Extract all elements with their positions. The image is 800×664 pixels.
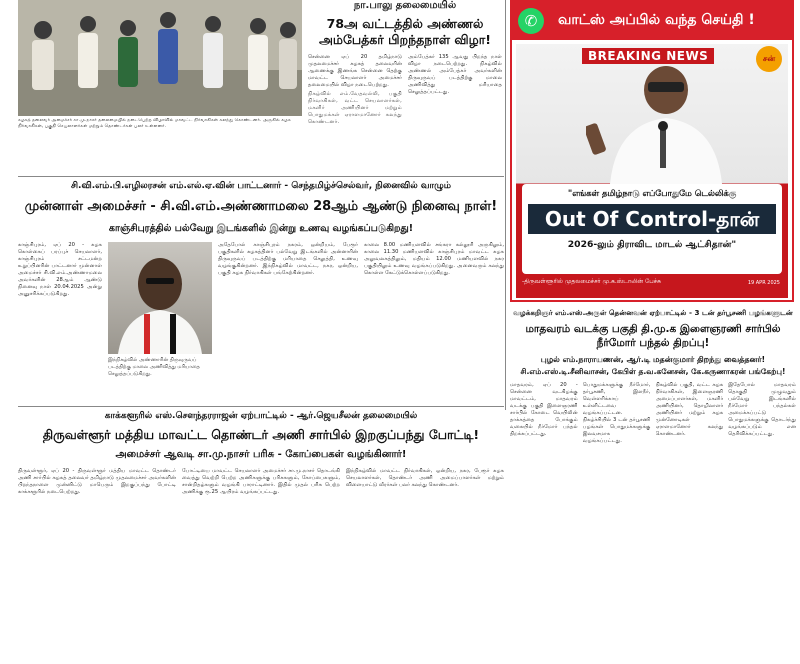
story-cv-col3 <box>218 242 358 402</box>
quote-line3: 2026-லும் திராவிட மாடல் ஆட்சிதான்" <box>567 239 737 250</box>
speaker-figure <box>586 64 746 184</box>
story-madhavaram-deck2: சி.எம்.எஸ்.டி.சீனிவாசன், கேபிள் த.வ.கனேசன், கே.கருணாகரன் பங்கேற்பு! <box>520 367 786 376</box>
quote-attribution: -திருவள்ளூரில் முதலமைச்சர் மு.க.ஸ்டாலின் பேச்சு <box>522 278 661 285</box>
story-madhavaram-sub: வழக்கறிஞர் எம்.எஸ்.அருள் தென்னவன் ஏற்பாட்டில் - 3 டன் தர்பூசணி பழங்களுடன் <box>513 308 793 317</box>
story-ambedkar-para: நிகழ்வில் எம்.வேதவல்லி, பகுதி நிர்வாகிகள், வட்ட செயலாளர்கள், மகளிர் அணியினர் மற்றும் பொதுமக்கள் ஏராளமானோர் கலந்து கொண்டனர். <box>308 91 402 125</box>
story-madhavaram-col4 <box>728 382 796 664</box>
quote-date: 19 APR 2025 <box>747 280 780 286</box>
story-cv-col4 <box>364 242 504 402</box>
story-madhavaram-col1 <box>510 382 578 664</box>
story-madhavaram-para: மாதவரம், ஏப் 20 - சென்னை வடகிழக்கு மாவட்டம், மாதவரம் வடக்கு பகுதி இளைஞரணி சார்பில் கோடை வெயிலின் தாக்கத்தை போக்கும் வகையில் நீர்மோர் பந்தல் திறக்கப்பட்டது. <box>510 382 578 437</box>
portrait-illustration <box>108 242 212 354</box>
story-madhavaram-col3 <box>656 382 724 664</box>
story-cv-sub: சி.வி.எம்.பி.எழிலரசன் எம்.எல்.ஏ.வின் பாட்டனார் - செந்தமிழ்ச்செல்வர், நினைவில் வாழும் <box>70 181 451 191</box>
story-madhavaram-deck1: புழல் எம்.நாராயணன், ஆர்.டி மதன்குமார் திறந்து வைத்தனர்! <box>540 355 766 364</box>
story-tiruvallur-para: இந்நிகழ்வில் மாவட்ட நிர்வாகிகள், ஒன்றிய, நகர, பேரூர் கழக செயலாளர்கள், தொண்டர் அணி அமைப்பாளர்கள் மற்றும் விளையாட்டு வீரர்கள் பலர் கலந்து கொண்டனர். <box>346 468 504 488</box>
story-tiruvallur-deck: அமைச்சர் ஆவடி சா.மு.நாசர் பரிசு - கோப்பைகள் வழங்கினார்! <box>115 449 407 460</box>
story-madhavaram-headline: மாதவரம் வடக்கு பகுதி தி.மு.க இளைஞரணி சார்பில் நீர்மோர் பந்தல் திறப்பு! <box>525 323 781 349</box>
story-cv-portrait <box>108 242 212 354</box>
story-cv-photo-caption: இந்நிகழ்வில் அண்ணாரின் திருவுருவப் படத்திற்கு மாலை அணிவித்து மரியாதை செலுத்தப்படுகிறது. <box>108 357 200 377</box>
story-ambedkar-headline: 78அ வட்டத்தில் அண்ணல் அம்பேத்கர் பிறந்தநாள் விழா! <box>319 16 491 47</box>
story-ambedkar <box>308 0 502 260</box>
separator <box>505 0 506 410</box>
story-tiruvallur-para: போட்டியை மாவட்ட செயலாளர் அமைச்சர் சா.மு.நாசர் தொடங்கி வைத்து வெற்றி பெற்ற அணிகளுக்கு பரிசுகளும், கோப்பைகளும், சான்றிதழ்களும் வழங்கி பாராட்டினார். இதில் முதல் பரிசு பெற்ற அணிக்கு ரூ.25 ஆயிரம் வழங்கப்பட்டது. <box>182 468 340 495</box>
story-tiruvallur-col3 <box>346 468 504 664</box>
whatsapp-icon: ✆ <box>518 8 544 34</box>
story-cv-deck: காஞ்சிபுரத்தில் பல்வேறு இடங்களில் இன்று உணவு வழங்கப்படுகிறது! <box>108 223 414 234</box>
breaking-news-card <box>516 44 788 298</box>
story-madhavaram-para: நிகழ்வில் பகுதி, வட்ட கழக நிர்வாகிகள், இளைஞரணி அமைப்பாளர்கள், மகளிர் அணியினர், தொழிலாளர் அணியினர் மற்றும் கழக முன்னோடிகள் ஏராளமானோர் கலந்து கொண்டனர். <box>655 382 724 437</box>
story-ambedkar-para: அம்பேத்கர் 135 ஆவது பிறந்த நாள் விழா நடைபெற்றது. நிகழ்வில் அண்ணல் அம்பேத்கர் அவர்களின் திருவுருவப் படத்திற்கு மாலை அணிவித்து மரியாதை செலுத்தப்பட்டது. <box>408 54 502 95</box>
whatsapp-header-title: வாட்ஸ் அப்பில் வந்த செய்தி ! <box>558 12 755 28</box>
separator <box>18 176 504 177</box>
group-photo-illustration <box>18 0 302 116</box>
top-left-caption: கழகத் தலைவர் அமைச்சர் சா.மு.நாசர் தலைமையில் நடைபெற்ற விழாவில் மாவட்ட நிர்வாகிகள் கலந்து கொண்டனர். அருகில் கழக நிர்வாகிகள், பகுதி செயலாளர்கள் மற்றும் தொண்டர்கள் பலர் உள்ளனர். <box>18 118 291 129</box>
story-tiruvallur-sub: காக்களூரில் எஸ்.சௌந்தரராஜன் ஏற்பாட்டில் - ஆர்.ஜெயசீலன் தலைமையில் <box>104 411 418 421</box>
story-madhavaram-para: இதேபோல் மாதவரம் தொகுதி முழுவதும் பல்வேறு இடங்களில் நீர்மோர் பந்தல்கள் அமைக்கப்பட்டு பொதுமக்களுக்கு தொடர்ந்து வழங்கப்படும் என தெரிவிக்கப்பட்டது. <box>728 382 796 437</box>
story-tiruvallur-col2 <box>182 468 340 664</box>
story-cv-photo-col <box>108 242 212 402</box>
story-madhavaram-body <box>510 382 796 664</box>
story-cv-col1 <box>18 242 102 402</box>
quote-big: Out Of Control-தான் <box>528 204 776 234</box>
story-cv-headline: முன்னாள் அமைச்சர் - சி.வி.எம்.அண்ணாமலை 28ஆம் ஆண்டு நினைவு நாள்! <box>24 199 498 214</box>
story-madhavaram-col2 <box>583 382 651 664</box>
story-cv-para: காஞ்சிபுரம், ஏப் 20 - கழக கொள்கைப் பரப்புச் செயலாளர், காஞ்சிபுரம் சட்டமன்ற உறுப்பினரின் பாட்டனார் முன்னாள் அமைச்சர் சி.வி.எம்.அண்ணாமலை அவர்களின் 28ஆம் ஆண்டு நினைவு நாள் 20.04.2025 அன்று அனுசரிக்கப்படுகிறது. <box>18 242 102 297</box>
top-left-photo <box>18 0 302 116</box>
whatsapp-header <box>512 2 792 40</box>
whatsapp-panel <box>510 0 794 302</box>
story-ambedkar-para: சென்னை ஏப் 20 தமிழ்நாடு முதலமைச்சர் கழகத் தலைவரின் ஆணைக்கு இணங்க சென்னை தெற்கு மாவட்ட செயலாளர் அமைச்சர் தலைமையில் விழா நடைபெற்றது. <box>308 54 402 88</box>
separator <box>18 406 504 407</box>
story-cv-para: காலை 8.00 மணியளவில் சங்கரா கல்லூரி அருகிலும், காலை 11.30 மணியளவில் காஞ்சிபுரம் மாவட்ட கழக அலுவலகத்திலும், மதியம் 12.00 மணியளவில் நகர பகுதியிலும் உணவு வழங்கப்படுகிறது. அனைவரும் கலந்து கொள்ள கேட்டுக்கொள்ளப்படுகிறது. <box>364 242 504 276</box>
story-cv-para: அதேபோல் காஞ்சிபுரம் நகரம், ஒன்றியம், பேரூர் பகுதிகளில் கழகத்தினர் பல்வேறு இடங்களில் அன்னாரின் திருவுருவப் படத்திற்கு மரியாதை செலுத்தி, உணவு வழங்குகின்றனர். இந்நிகழ்வில் மாவட்ட, நகர, ஒன்றிய, பகுதி கழக நிர்வாகிகள் பங்கேற்கின்றனர். <box>218 242 358 276</box>
sun-logo: சன் <box>756 46 782 72</box>
quote-line1: "எங்கள் தமிழ்நாடு எப்போதுமே டெல்லிக்கு <box>567 188 737 198</box>
story-ambedkar-kicker: நா.பாலு தலைமையில் <box>353 0 457 11</box>
story-tiruvallur-col1 <box>18 468 176 664</box>
story-cv-body <box>18 242 504 402</box>
story-tiruvallur-body <box>18 468 504 664</box>
story-tiruvallur-headline: திருவள்ளூர் மத்திய மாவட்ட தொண்டர் அணி சார்பில் இறகுப்பந்து போட்டி! <box>42 427 480 442</box>
quote-box <box>522 184 782 274</box>
story-tiruvallur-para: திருவள்ளூர், ஏப் 20 - திருவள்ளூர் மத்திய மாவட்ட தொண்டர் அணி சார்பில் கழகத் தலைவர் தமிழ்நாடு முதலமைச்சர் அவர்களின் பிறந்தநாளை முன்னிட்டு மாபெரும் இறகுப்பந்து போட்டி காக்களூரில் நடைபெற்றது. <box>18 468 176 495</box>
breaking-news-label: BREAKING NEWS <box>582 48 714 64</box>
story-madhavaram-para: பொதுமக்களுக்கு நீர்மோர், தர்பூசணி, இளநீர், வெள்ளரிக்காய் உள்ளிட்டவை வழங்கப்பட்டன. நிகழ்ச்சியில் 3 டன் தர்பூசணி பழங்கள் பொதுமக்களுக்கு இலவசமாக வழங்கப்பட்டது. <box>582 382 651 444</box>
